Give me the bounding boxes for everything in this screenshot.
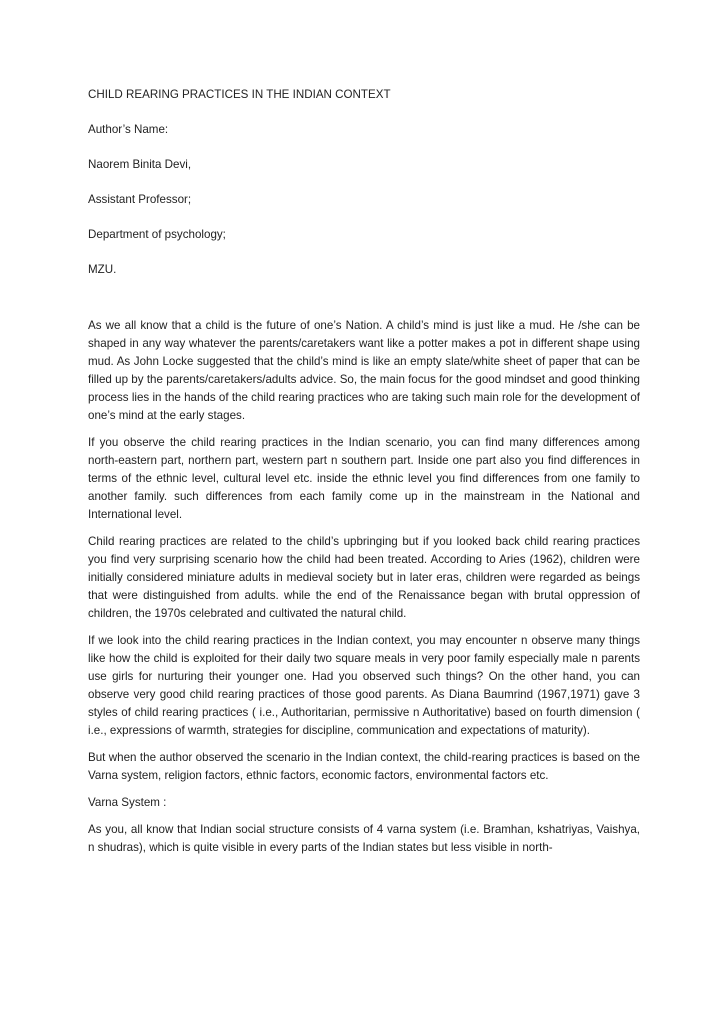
- author-name: Naorem Binita Devi,: [88, 158, 192, 171]
- paragraph-intro: As we all know that a child is the future of one’s Nation. A child’s mind is just like a mud. He /she can be shaped in any way whatever the parents/caretakers want like a potter makes a pot in different shape using mud. As John Locke suggested that the child’s mind is like an empty slate/white sheet of paper that can be filled up by the parents/caretakers/adults advice. So, the main focus for the good mindset and good thinking process lies in the hands of the child rearing practices who are taking such main role for the development of one’s mind at the early stages.: [88, 319, 640, 422]
- author-label: Author’s Name:: [88, 123, 169, 136]
- section-gap: [88, 279, 640, 317]
- document-page: [88, 86, 640, 857]
- paragraph-varna-system: As you, all know that Indian social structure consists of 4 varna system (i.e. Bramhan, kshatriyas, Vaishya, n shudras), which is quite visible in every parts of the Indian states but less visible in north-: [88, 823, 640, 854]
- paragraph-indian-context: If we look into the child rearing practices in the Indian context, you may encounter n observe many things like how the child is exploited for their daily two square meals in very poor family especially male n parents use girls for nurturing their younger one. Had you observed such things? On the other hand, you can observe very good child rearing practices of those good parents. As Diana Baumrind (1967,1971) gave 3 styles of child rearing practices ( i.e., Authoritarian, permissive n Authoritative) based on fourth dimension ( i.e., expressions of warmth, strategies for discipline, communication and expectations of maturity).: [88, 634, 640, 737]
- document-title: CHILD REARING PRACTICES IN THE INDIAN CONTEXT: [88, 88, 391, 101]
- paragraph-history: Child rearing practices are related to the child’s upbringing but if you looked back child rearing practices you find very surprising scenario how the child had been treated. According to Aries (1962), children were initially considered miniature adults in medieval society but in later eras, children were regarded as beings that were distinguished from adults. while the end of the Renaissance began with brutal oppression of children, the 1970s celebrated and cultivated the natural child.: [88, 535, 640, 620]
- paragraph-varna-intro: But when the author observed the scenario in the Indian context, the child-rearing practices is based on the Varna system, religion factors, ethnic factors, economic factors, environmental factors etc.: [88, 751, 640, 782]
- section-heading-varna: Varna System :: [88, 796, 167, 809]
- author-institution: MZU.: [88, 263, 117, 276]
- author-department: Department of psychology;: [88, 228, 226, 241]
- author-position: Assistant Professor;: [88, 193, 192, 206]
- paragraph-indian-scenario: If you observe the child rearing practices in the Indian scenario, you can find many differences among north-eastern part, northern part, western part n southern part. Inside one part also you find differences in terms of the ethnic level, cultural level etc. inside the ethnic level you find differences from one family to another family. such differences from each family come up in the mainstream in the National and International level.: [88, 436, 640, 521]
